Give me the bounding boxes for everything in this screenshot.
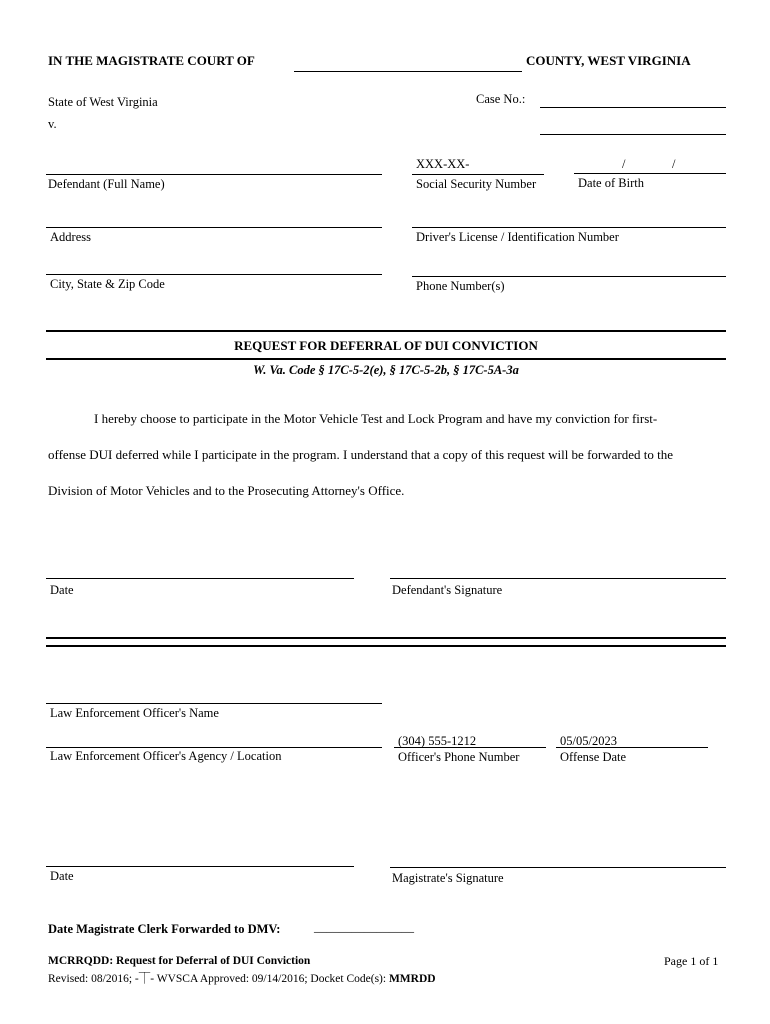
court-suffix: COUNTY, WEST VIRGINIA — [526, 53, 691, 68]
offense-date-line[interactable] — [556, 747, 708, 748]
magistrate-date-label: Date — [50, 869, 74, 883]
title-rule-top — [46, 330, 726, 332]
offense-date-label: Offense Date — [560, 750, 627, 764]
magistrate-signature-label: Magistrate's Signature — [392, 871, 504, 885]
docket-code: MMRDD — [388, 973, 436, 985]
body-line-1: I hereby choose to participate in the Motor Vehicle Test and Lock Program and have my conviction for first- — [94, 411, 658, 426]
officer-phone-line[interactable] — [394, 747, 546, 748]
license-label: Driver's License / Identification Number — [416, 230, 619, 244]
dob-separator-2: / — [672, 157, 676, 171]
dmv-forwarded-blank[interactable]: ________________ — [314, 920, 414, 934]
body-line-2: offense DUI deferred while I participate in the program. I understand that a copy of this request will be forwarded to the — [48, 447, 673, 462]
magistrate-date-line[interactable] — [46, 866, 354, 867]
officer-name-label: Law Enforcement Officer's Name — [50, 706, 219, 720]
offense-date-value: 05/05/2023 — [560, 734, 617, 748]
statute-citation: W. Va. Code § 17C-5-2(e), § 17C-5-2b, § 17C-5A-3a — [253, 363, 519, 377]
versus-label: v. — [48, 117, 57, 131]
defendant-name-label: Defendant (Full Name) — [48, 177, 165, 191]
dob-field-line[interactable] — [574, 173, 726, 174]
defendant-name-line[interactable] — [46, 174, 382, 175]
defendant-date-label: Date — [50, 583, 74, 597]
court-prefix: IN THE MAGISTRATE COURT OF — [48, 53, 255, 68]
officer-agency-line[interactable] — [46, 747, 382, 748]
ssn-label: Social Security Number — [416, 177, 537, 191]
dob-separator-1: / — [622, 157, 626, 171]
approved-text: WVSCA Approved: 09/14/2016; Docket Code(s): — [154, 973, 389, 985]
city-label: City, State & Zip Code — [50, 277, 165, 291]
case-no-second-line[interactable] — [540, 134, 726, 135]
scales-icon: -⏉- — [134, 973, 155, 985]
county-field-line[interactable] — [294, 71, 522, 72]
defendant-signature-line[interactable] — [390, 578, 726, 579]
ssn-field-line[interactable] — [412, 174, 544, 175]
state-label: State of West Virginia — [48, 95, 158, 109]
footer-revision-line — [48, 970, 436, 986]
defendant-date-line[interactable] — [46, 578, 354, 579]
address-label: Address — [50, 230, 91, 244]
footer-form-line — [48, 955, 310, 967]
officer-phone-label: Officer's Phone Number — [398, 750, 520, 764]
address-line[interactable] — [46, 227, 382, 228]
ssn-value: XXX-XX- — [416, 157, 470, 171]
form-code: MCRRQDD — [48, 955, 110, 967]
city-line[interactable] — [46, 274, 382, 275]
defendant-signature-label: Defendant's Signature — [392, 583, 503, 597]
form-title: REQUEST FOR DEFERRAL OF DUI CONVICTION — [234, 338, 538, 353]
magistrate-signature-line[interactable] — [390, 867, 726, 868]
section-rule-2 — [46, 645, 726, 647]
officer-name-line[interactable] — [46, 703, 382, 704]
title-rule-bottom — [46, 358, 726, 360]
phone-line[interactable] — [412, 276, 726, 277]
form-title-footer: : Request for Deferral of DUI Conviction — [109, 955, 311, 967]
license-line[interactable] — [412, 227, 726, 228]
case-no-field-line[interactable] — [540, 107, 726, 108]
officer-agency-label: Law Enforcement Officer's Agency / Location — [50, 749, 282, 763]
section-rule-1 — [46, 637, 726, 639]
dob-label: Date of Birth — [578, 176, 644, 190]
revised-text: Revised: 08/2016; — [48, 973, 135, 985]
officer-phone-value: (304) 555-1212 — [398, 734, 477, 748]
page-number: Page 1 of 1 — [664, 954, 719, 968]
dmv-forwarded-label: Date Magistrate Clerk Forwarded to DMV: — [48, 922, 281, 936]
body-line-3: Division of Motor Vehicles and to the Prosecuting Attorney's Office. — [48, 483, 405, 498]
phone-label: Phone Number(s) — [416, 279, 505, 293]
case-no-label: Case No.: — [476, 92, 526, 106]
